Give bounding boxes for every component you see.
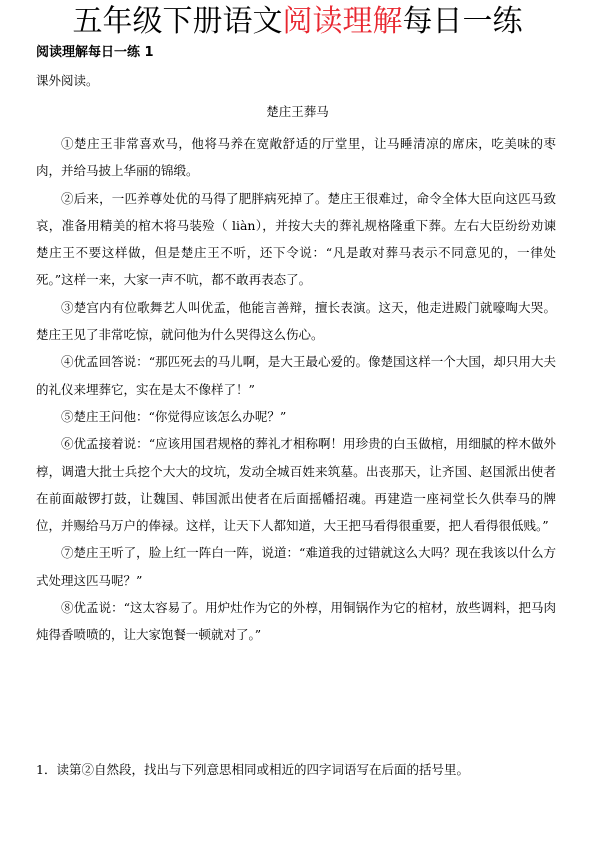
paragraph-4: ④优孟回答说：“那匹死去的马儿啊，是大王最心爱的。像楚国这样一个大国，却只用大夫的礼仪来埋葬它，实在是太不像样了！” [36, 354, 556, 397]
intro-text: 课外阅读。 [36, 73, 99, 88]
paragraph-5: ⑤楚庄王问他：“你觉得应该怎么办呢？” [61, 408, 287, 424]
exercise-subtitle: 阅读理解每日一练 1 [36, 45, 154, 60]
header-title-highlight: 阅读理解 [282, 4, 403, 39]
paragraph-7: ⑦楚庄王听了，脸上红一阵白一阵，说道：“难道我的过错就这么大吗？现在我该以什么方式处理这匹马呢？” [36, 545, 556, 588]
paragraph-1: ①楚庄王非常喜欢马，他将马养在宽敞舒适的厅堂里，让马睡清凉的席床，吃美味的枣肉，并给马披上华丽的锦缎。 [36, 136, 556, 179]
question-1: 1．读第②自然段，找出与下列意思相同或相近的四字词语写在后面的括号里。 [36, 762, 469, 777]
paragraph-2: ②后来，一匹养尊处优的马得了肥胖病死掉了。楚庄王很难过，命令全体大臣向这匹马致哀，准备用精美的棺木将马装殓（ liàn），并按大夫的葬礼规格隆重下葬。左右大臣纷纷劝谏楚庄王不要这样做，但是楚庄王不听，还下令说：“凡是敢对葬马表示不同意见的，一律处死。”这样一来，大家一声不吭，都不敢再表态了。 [36, 190, 556, 288]
paragraph-6: ⑥优孟接着说：“应该用国君规格的葬礼才相称啊！用珍贵的白玉做棺，用细腻的梓木做外椁，调遣大批士兵挖个大大的坟坑，发动全城百姓来筑墓。出丧那天，让齐国、赵国派出使者在前面敲锣打鼓，让魏国、韩国派出使者在后面摇幡招魂。再建造一座祠堂长久供奉马的牌位，并赐给马万户的俸禄。这样，让天下人都知道，大王把马看得很重要，把人看得很低贱。” [36, 436, 556, 534]
paragraph-8: ⑧优孟说：“这太容易了。用炉灶作为它的外椁，用铜锅作为它的棺材，放些调料，把马肉炖得香喷喷的，让大家饱餐一顿就对了。” [36, 600, 556, 643]
header-title-part1: 五年级下册语文 [72, 4, 283, 39]
page-header-title [0, 4, 595, 40]
header-title-part3: 每日一练 [402, 4, 523, 39]
article-title: 楚庄王葬马 [266, 104, 329, 119]
article-body [36, 130, 556, 649]
paragraph-3: ③楚宫内有位歌舞艺人叫优孟，他能言善辩，擅长表演。这天，他走进殿门就嚎啕大哭。楚庄王见了非常吃惊，就问他为什么哭得这么伤心。 [36, 299, 556, 343]
